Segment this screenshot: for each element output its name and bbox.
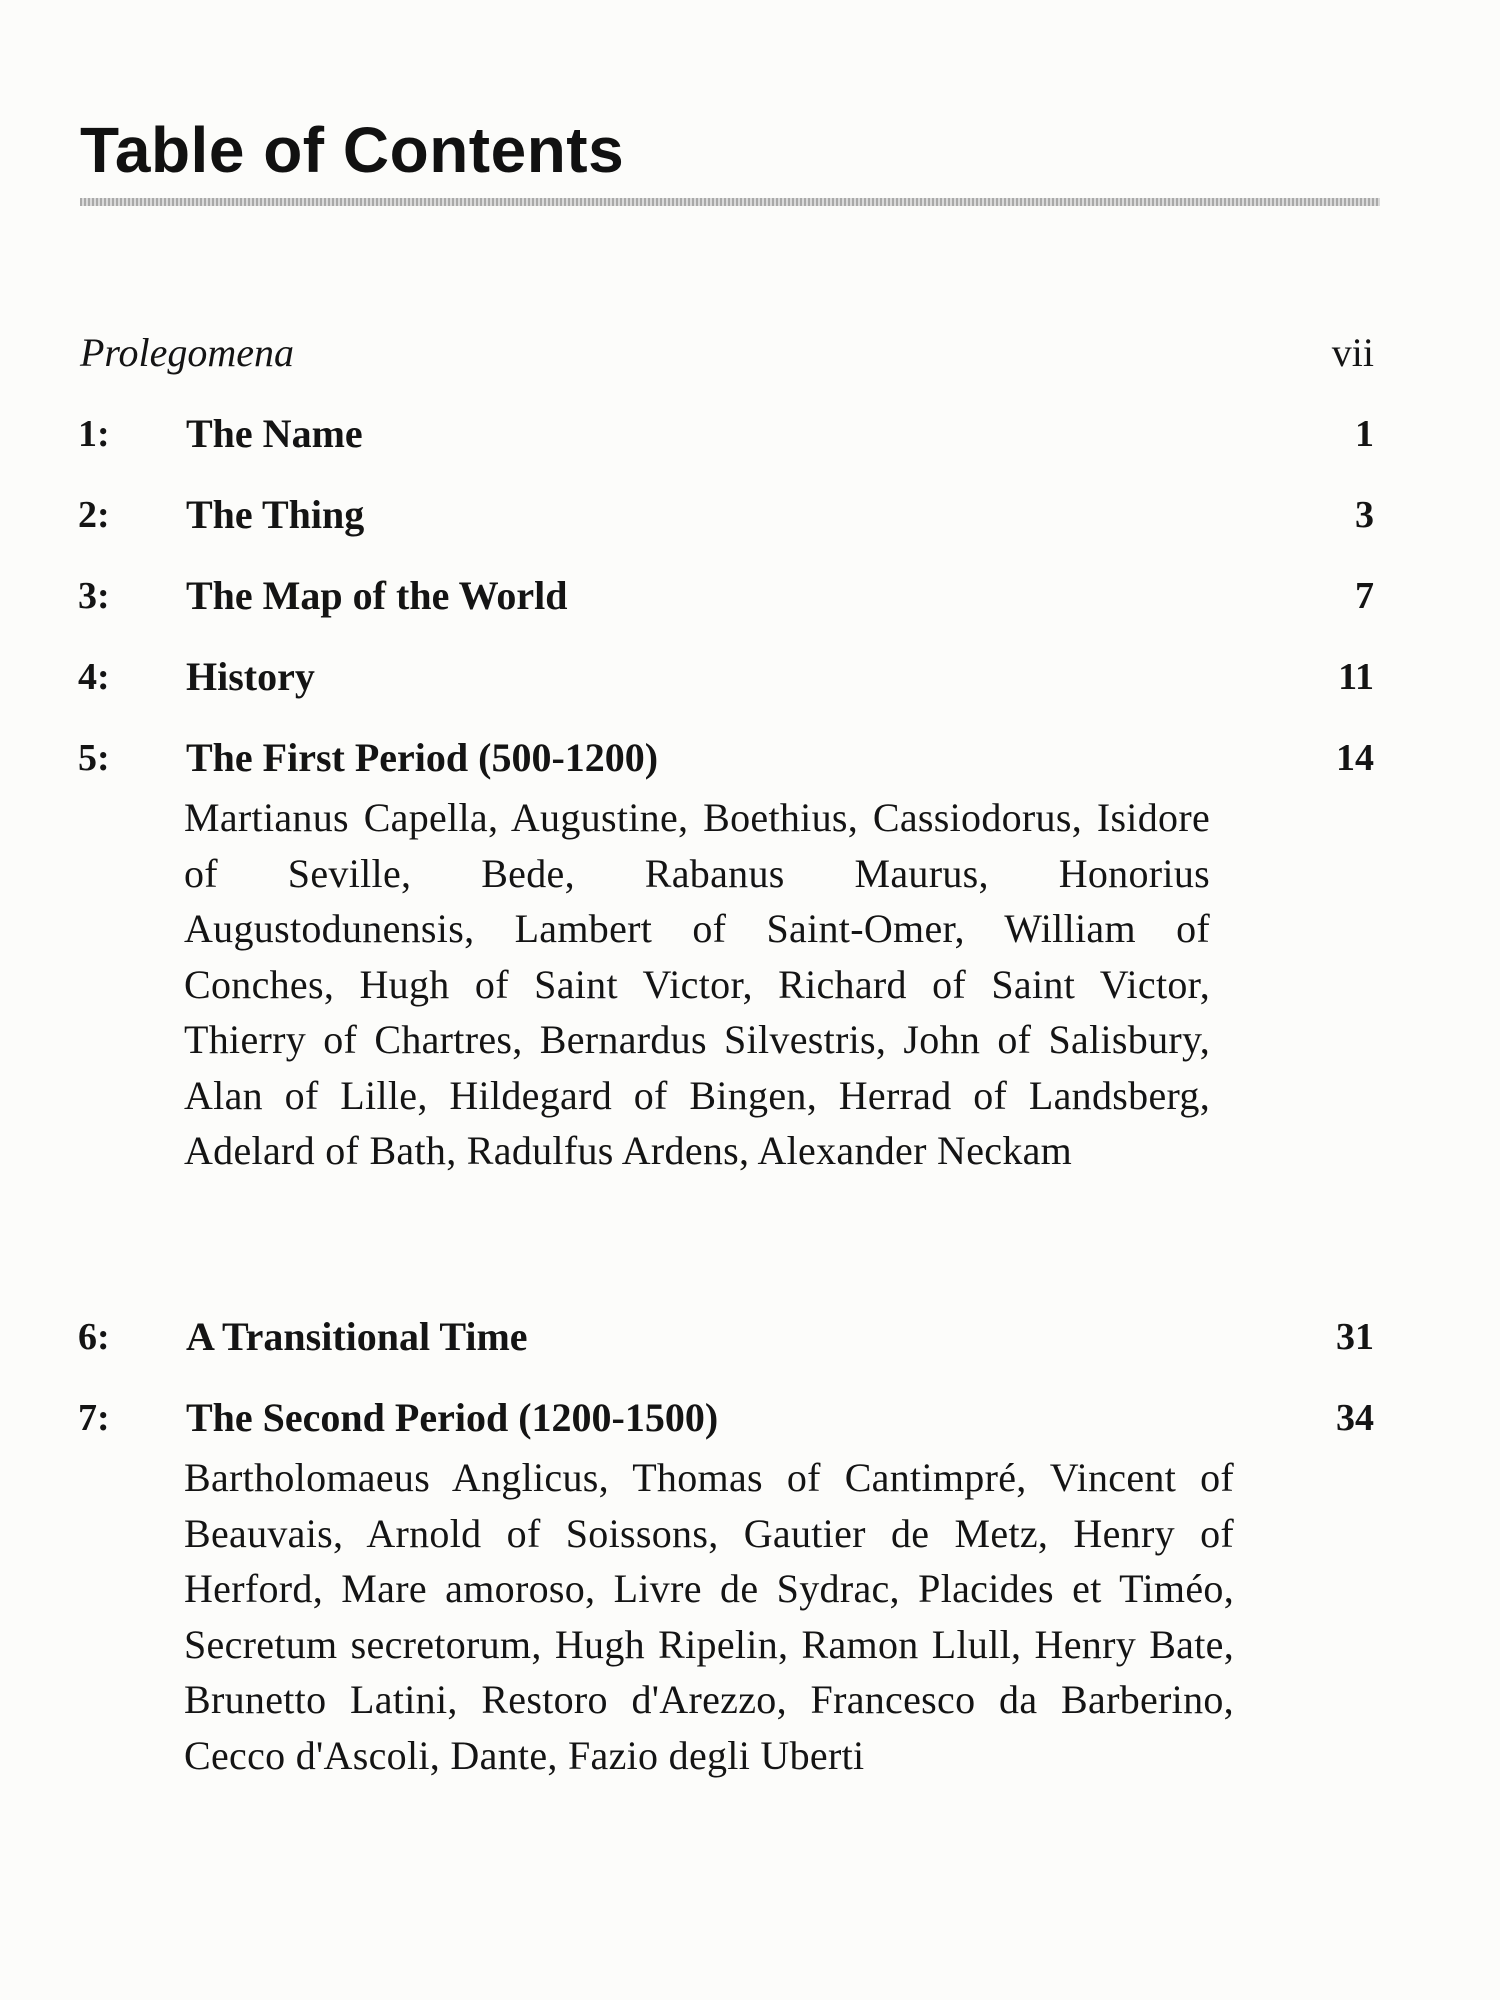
entry-page: 31 [1336, 1316, 1374, 1358]
entry-number: 2: [78, 494, 110, 536]
entry-page: 14 [1336, 737, 1374, 779]
entry-number: 4: [78, 656, 110, 698]
entry-title: The Second Period (1200-1500) [186, 1395, 719, 1440]
entry-number: 1: [78, 413, 110, 455]
entry-title: The Name [186, 411, 363, 456]
entry-number: 3: [78, 575, 110, 617]
entry-page: 3 [1355, 494, 1374, 536]
entry-page: 34 [1336, 1397, 1374, 1439]
entry-number: 6: [78, 1316, 110, 1358]
entry-title: Prolegomena [80, 330, 295, 375]
entry-title: The Thing [186, 492, 365, 537]
entry-title: History [186, 654, 315, 699]
entry-title: The First Period (500-1200) [186, 735, 659, 780]
entry-number: 7: [78, 1397, 110, 1439]
heading-rule [80, 198, 1380, 206]
entry-title: A Transitional Time [186, 1314, 528, 1359]
entry-page: vii [1331, 330, 1374, 375]
entry-page: 1 [1355, 413, 1374, 455]
toc-heading: Table of Contents [80, 114, 625, 186]
entry-page: 11 [1338, 656, 1374, 698]
entry-title: The Map of the World [186, 573, 568, 618]
entry-description: Martianus Capella, Augustine, Boethius, Cassiodorus, Isidore of Seville, Bede, Rabanus Maurus, Honorius Augustodunensis, Lambert of Saint-Omer, William of Conches, Hugh of Saint Victor, Richard of Saint Victor, Thierry of Chartres, Bernardus Silvestris, John of Salisbury, Alan of Lille, Hildegard of Bingen, Herrad of Landsberg, Adelard of Bath, Radulfus Ardens, Alexander Neckam [184, 795, 1210, 1173]
entry-number: 5: [78, 737, 110, 779]
entry-page: 7 [1355, 575, 1374, 617]
entry-description: Bartholomaeus Anglicus, Thomas of Cantimpré, Vincent of Beauvais, Arnold of Soissons, Gautier de Metz, Henry of Herford, Mare amoroso, Livre de Sydrac, Placides et Timéo, Secretum secretorum, Hugh Ripelin, Ramon Llull, Henry Bate, Brunetto Latini, Restoro d'Arezzo, Francesco da Barberino, Cecco d'Ascoli, Dante, Fazio degli Uberti [184, 1455, 1234, 1778]
